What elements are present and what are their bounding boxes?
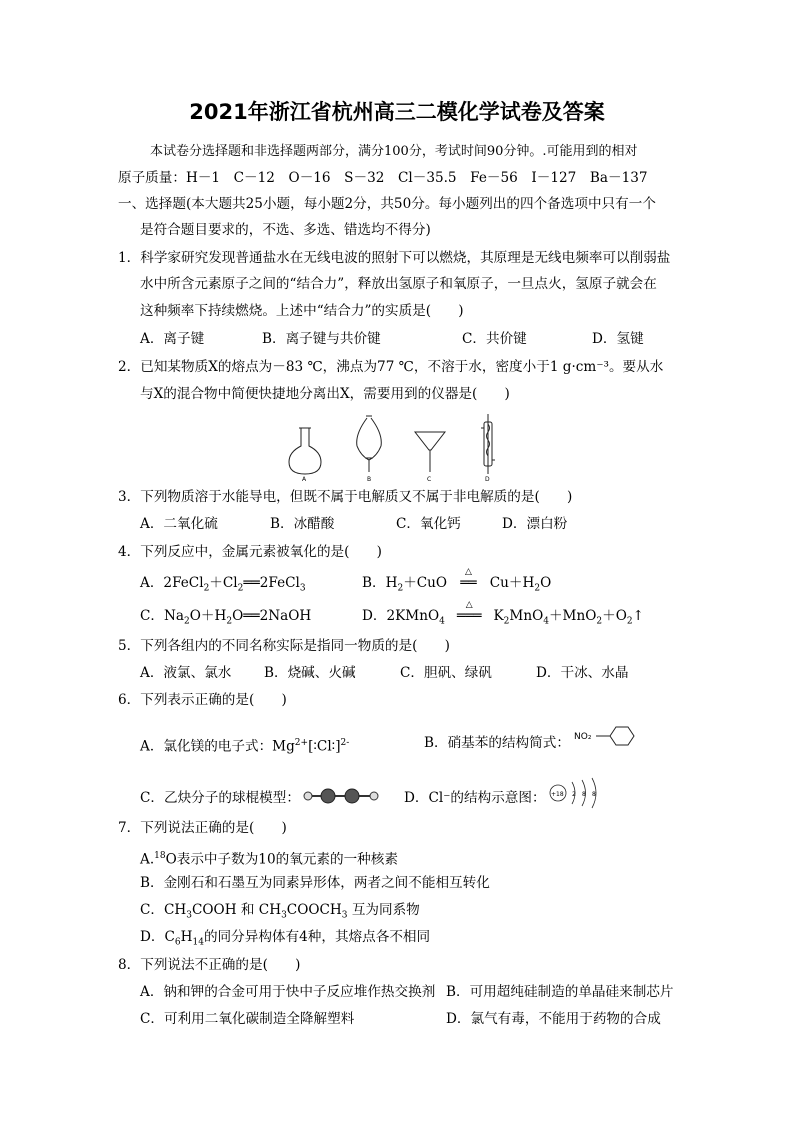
shell-count-1: 2 (572, 791, 576, 798)
q7-c-end: 互为同系物 (351, 902, 420, 918)
nitro-group-label: NO₂ (574, 732, 592, 742)
apparatus-figure (285, 410, 505, 482)
q2-stem-2: 与X的混合物中简便快捷地分离出X，需要用到的仪器是( ) (140, 386, 510, 402)
q3-option-a: A．二氧化硫 (140, 516, 218, 532)
q4-c-label: C． (140, 608, 164, 624)
q5-option-d: D．干冰、水晶 (536, 665, 629, 681)
q1-option-d: D．氢键 (592, 331, 644, 347)
q7-d-label: D． (140, 929, 165, 945)
funnel-icon (415, 432, 445, 472)
q8-stem: 8．下列说法不正确的是( ) (118, 957, 301, 973)
h-atom-icon (304, 792, 312, 800)
q6-stem: 6．下列表示正确的是( ) (118, 692, 287, 708)
condenser-icon (481, 414, 495, 474)
q7-option-c: C．$CH_3COOH$ 和 $CH_3COOCH_3$ 互为同系物 (140, 902, 420, 921)
q5-option-b: B．烧碱、火碱 (264, 665, 356, 681)
q4-option-d: D．2KMnO$_4$ △ ═══ $K_2MnO_4+MnO_2+O_2↑$ (362, 606, 644, 632)
q4-option-a: A．$2FeCl_2+Cl_2══2FeCl_3$ (140, 575, 306, 594)
q8-option-d: D．氯气有毒，不能用于药物的合成 (446, 1011, 661, 1027)
shell-count-2: 8 (582, 791, 586, 798)
section-heading-cont: 是符合题目要求的，不选、多选、错选均不得分) (140, 222, 431, 238)
q2-stem-1: 2．已知某物质X的熔点为－83 ℃，沸点为77 ℃，不溶于水，密度小于1 g·cm⁻³。要从水 (118, 359, 664, 375)
h-atom-icon (370, 792, 378, 800)
q8-option-c: C．可利用二氧化碳制造全降解塑料 (140, 1011, 355, 1027)
nitrobenzene-structure (572, 722, 638, 752)
q7-option-a (140, 846, 398, 870)
q7-a-label: A. (140, 851, 155, 868)
q6-option-c: C．乙炔分子的球棍模型： (140, 790, 300, 806)
nucleus-charge: +18 (551, 791, 564, 798)
q8-option-b: B．可用超纯硅制造的单晶硅来制芯片 (446, 984, 674, 1000)
acetylene-ball-stick-model (298, 786, 384, 806)
c-atom-icon (345, 789, 359, 803)
section-heading: 一、选择题(本大题共25小题，每小题2分，共50分。每小题列出的四个备选项中只有一个 (118, 196, 656, 212)
q4-option-c: C．$Na_2O+H_2O══2NaOH$ (140, 608, 312, 627)
shell-count-3: 8 (592, 791, 596, 798)
q4-option-b: B．$H_2+CuO$ △ ══ $Cu+H_2O$ (362, 573, 551, 599)
q1-option-b: B．离子键与共价键 (262, 331, 381, 347)
q4-d-label: D． (362, 608, 387, 624)
round-bottom-flask-icon (289, 428, 321, 474)
q1-stem-1: 1．科学家研究发现普通盐水在无线电波的照射下可以燃烧，其原理是无线电频率可以削弱盐 (118, 250, 671, 266)
fig-label-c: C (427, 476, 432, 482)
q5-option-a: A．液氯、氯水 (140, 665, 232, 681)
fig-label-a: A (302, 476, 307, 482)
intro-line-1: 本试卷分选择题和非选择题两部分，满分100分，考试时间90分钟。.可能用到的相对 (150, 144, 638, 159)
q4-b-label: B． (362, 575, 386, 591)
q1-stem-2: 水中所含元素原子之间的“结合力”，释放出氢原子和氧原子，一旦点火，氢原子就会在 (140, 276, 657, 292)
q5-stem: 5．下列各组内的不同名称实际是指同一物质的是( ) (118, 638, 450, 654)
q7-option-d: D．$C_6H_{14}$的同分异构体有4种，其熔点各不相同 (140, 929, 431, 948)
q7-a-text: O表示中子数为10的氧元素的一种核素 (165, 851, 398, 868)
q7-a-mass: 18 (154, 851, 166, 861)
q6-a-text: A．氯化镁的电子式： (140, 738, 273, 755)
chloride-ion-diagram (548, 776, 618, 810)
page-title: 2021年浙江省杭州高三二模化学试卷及答案 (189, 100, 605, 124)
q6-b-text: B．硝基苯的结构简式： (424, 735, 570, 751)
q6-option-d: D．Cl⁻的结构示意图： (404, 790, 546, 806)
q8-option-a: A．钠和钾的合金可用于快中子反应堆作热交换剂 (140, 984, 436, 1000)
q3-option-c: C．氧化钙 (396, 516, 461, 532)
q7-c-mid: 和 (236, 902, 259, 918)
q4-a-label: A． (140, 575, 164, 591)
fig-label-d: D (485, 476, 490, 482)
q1-option-c: C．共价键 (462, 331, 527, 347)
benzene-ring-icon (610, 727, 634, 745)
q6-option-a: A．氯化镁的电子式：$Mg^{2+}[∶Cl∶]^{2-}$ (140, 738, 350, 755)
q7-option-b: B．金刚石和石墨互为同素异形体，两者之间不能相互转化 (140, 875, 490, 891)
q1-option-a: A．离子键 (140, 331, 205, 347)
q4-b-heat: △ (464, 567, 472, 577)
q6-option-b (424, 733, 570, 753)
fig-label-b: B (367, 476, 372, 482)
q1-stem-3: 这种频率下持续燃烧。上述中“结合力”的实质是( ) (140, 303, 464, 319)
q5-option-c: C．胆矾、绿矾 (400, 665, 492, 681)
q3-stem: 3．下列物质溶于水能导电，但既不属于电解质又不属于非电解质的是( ) (118, 489, 573, 505)
q7-d-end: 的同分异构体有4种，其熔点各不相同 (203, 929, 431, 945)
q4-stem: 4．下列反应中，金属元素被氧化的是( ) (118, 544, 382, 560)
q7-stem: 7．下列说法正确的是( ) (118, 820, 287, 836)
q7-c-label: C． (140, 902, 164, 918)
q3-option-d: D．漂白粉 (502, 516, 568, 532)
q3-option-b: B．冰醋酸 (270, 516, 335, 532)
c-atom-icon (321, 789, 335, 803)
separatory-funnel-icon (357, 416, 382, 472)
q4-d-heat: △ (465, 600, 473, 610)
intro-line-2: 原子质量：H－1 C－12 O－16 S－32 Cl－35.5 Fe－56 I－127 Ba－137 (118, 170, 648, 186)
